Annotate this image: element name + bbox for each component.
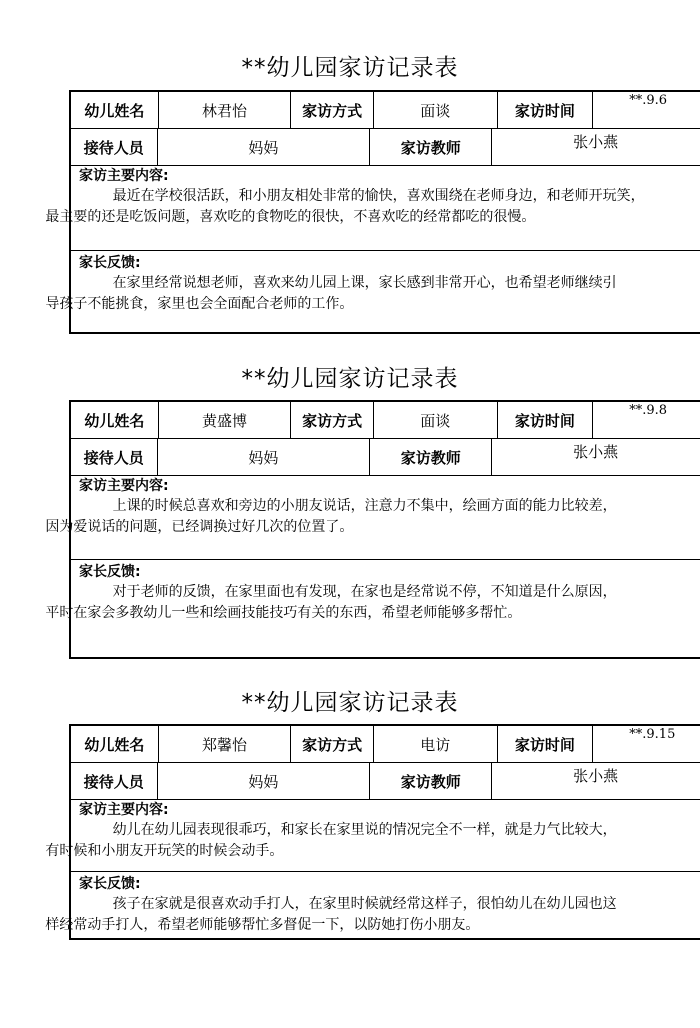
- receiver-value: 妈妈: [158, 763, 371, 799]
- feedback-line-2: 样经常动手打人，希望老师能够帮忙多督促一下，以防她打伤小朋友。: [45, 917, 480, 933]
- visit-time-value: **.9.15: [629, 727, 676, 742]
- receiver-label: 接待人员: [71, 439, 158, 475]
- feedback-label: 家长反馈:: [79, 876, 141, 892]
- record-table: [45, 90, 700, 334]
- feedback-label: 家长反馈:: [79, 255, 141, 271]
- form-title: **幼儿园家访记录表: [241, 690, 459, 716]
- main-content-text: [45, 496, 700, 538]
- visit-time-label: 家访时间: [498, 726, 594, 762]
- main-content-label: 家访主要内容:: [79, 802, 169, 818]
- info-row-2: [71, 129, 700, 166]
- main-content-label: 家访主要内容:: [79, 168, 169, 184]
- feedback-line-2: 导孩子不能挑食，家里也会全面配合老师的工作。: [45, 296, 354, 312]
- child-name-value: 郑馨怡: [159, 726, 292, 762]
- receiver-value: 妈妈: [158, 439, 371, 475]
- main-content-section: [45, 476, 700, 560]
- visit-method-value: 面谈: [374, 92, 498, 128]
- feedback-section: [45, 251, 700, 331]
- feedback-text: [45, 582, 700, 624]
- visit-time-label: 家访时间: [498, 402, 594, 438]
- main-content-text: [45, 820, 700, 862]
- child-name-label: 幼儿姓名: [71, 402, 159, 438]
- visit-method-label: 家访方式: [291, 402, 374, 438]
- visit-method-label: 家访方式: [291, 92, 374, 128]
- info-row-2: [71, 763, 700, 800]
- visit-method-value: 电访: [374, 726, 498, 762]
- visit-time-label: 家访时间: [498, 92, 594, 128]
- main-content-line-2: 因为爱说话的问题，已经调换过好几次的位置了。: [45, 519, 354, 535]
- visit-method-label: 家访方式: [291, 726, 374, 762]
- feedback-line-1: 孩子在家就是很喜欢动手打人，在家里时候就经常这样子，很怕幼儿在幼儿园也这: [112, 896, 617, 912]
- visit-teacher-value: 张小燕: [573, 133, 619, 151]
- receiver-label: 接待人员: [71, 129, 158, 165]
- visit-teacher-label: 家访教师: [370, 129, 492, 165]
- main-content-line-1: 幼儿在幼儿园表现很乖巧，和家长在家里说的情况完全不一样，就是力气比较大，: [112, 822, 617, 838]
- receiver-label: 接待人员: [71, 763, 158, 799]
- feedback-text: [45, 273, 700, 315]
- main-content-line-2: 有时候和小朋友开玩笑的时候会动手。: [45, 843, 284, 859]
- main-content-section: [45, 166, 700, 251]
- info-row-1: [71, 726, 700, 763]
- main-content-line-2: 最主要的还是吃饭问题，喜欢吃的食物吃的很快，不喜欢吃的经常都吃的很慢。: [45, 209, 536, 225]
- child-name-value: 林君怡: [159, 92, 292, 128]
- child-name-value: 黄盛博: [159, 402, 292, 438]
- feedback-label: 家长反馈:: [79, 564, 141, 580]
- form-title: **幼儿园家访记录表: [241, 55, 459, 81]
- receiver-value: 妈妈: [158, 129, 371, 165]
- info-row-1: [71, 402, 700, 439]
- visit-teacher-value: 张小燕: [573, 767, 619, 785]
- main-content-text: [45, 186, 700, 228]
- feedback-line-1: 在家里经常说想老师，喜欢来幼儿园上课，家长感到非常开心，也希望老师继续引: [112, 275, 617, 291]
- info-row-1: [71, 92, 700, 129]
- main-content-section: [45, 800, 700, 872]
- feedback-section: [45, 560, 700, 656]
- feedback-section: [45, 872, 700, 938]
- form-title: **幼儿园家访记录表: [241, 366, 459, 392]
- visit-teacher-value: 张小燕: [573, 443, 619, 461]
- main-content-label: 家访主要内容:: [79, 478, 169, 494]
- feedback-text: [45, 894, 700, 936]
- record-table: [45, 724, 700, 940]
- child-name-label: 幼儿姓名: [71, 726, 159, 762]
- main-content-line-1: 上课的时候总喜欢和旁边的小朋友说话，注意力不集中，绘画方面的能力比较差，: [112, 498, 617, 514]
- info-row-2: [71, 439, 700, 476]
- visit-time-value: **.9.8: [629, 403, 668, 418]
- child-name-label: 幼儿姓名: [71, 92, 159, 128]
- visit-time-value: **.9.6: [629, 93, 668, 108]
- visit-method-value: 面谈: [374, 402, 498, 438]
- feedback-line-2: 平时在家会多教幼儿一些和绘画技能技巧有关的东西，希望老师能够多帮忙。: [45, 605, 522, 621]
- feedback-line-1: 对于老师的反馈，在家里面也有发现，在家也是经常说不停，不知道是什么原因，: [112, 584, 617, 600]
- visit-teacher-label: 家访教师: [370, 763, 492, 799]
- visit-teacher-label: 家访教师: [370, 439, 492, 475]
- main-content-line-1: 最近在学校很活跃，和小朋友相处非常的愉快，喜欢围绕在老师身边，和老师开玩笑，: [112, 188, 645, 204]
- record-table: [45, 400, 700, 659]
